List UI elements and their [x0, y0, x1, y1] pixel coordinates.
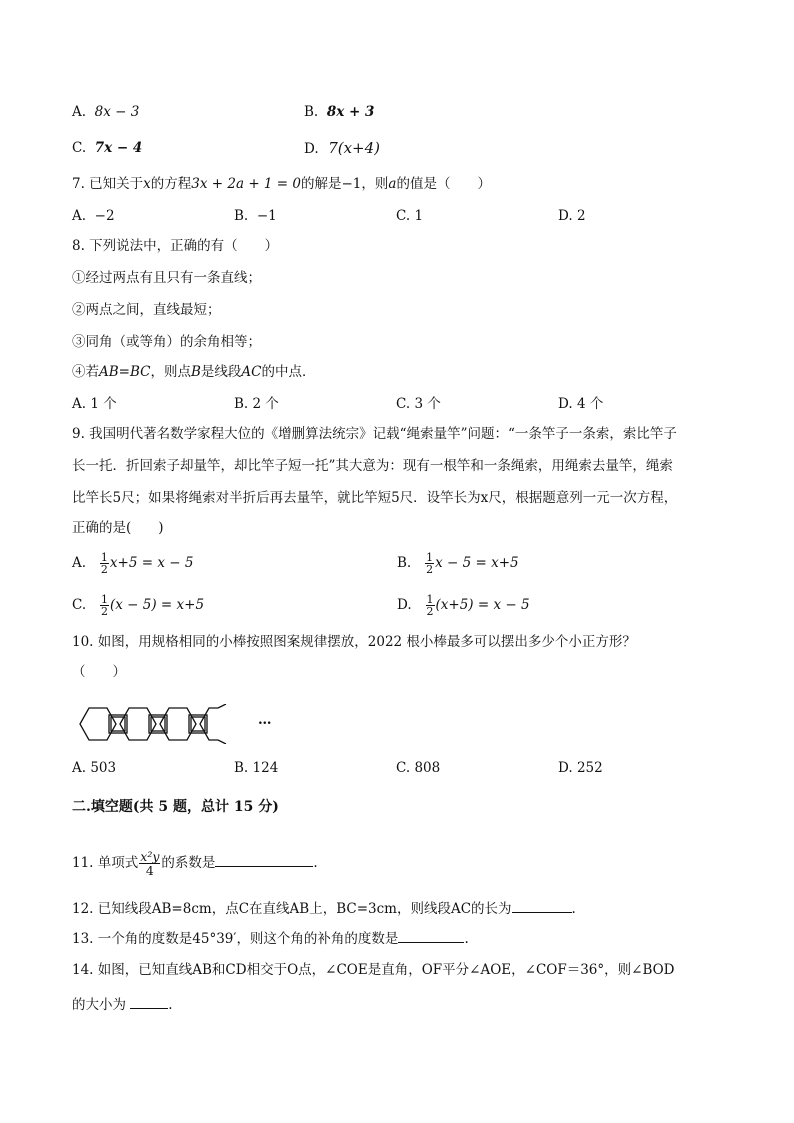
q9-option-d: D. $\frac{1}{2}$ (x+5) = x − 5	[397, 593, 530, 618]
q6-option-b: B. 8x + 3	[304, 104, 375, 120]
answer-blank[interactable]	[130, 994, 168, 1009]
q10-option-a: A. 503	[72, 760, 117, 776]
q7-option-c: C. 1	[396, 208, 424, 224]
q10-option-b: B. 124	[234, 760, 279, 776]
q7-stem: 7. 已知关于x的方程3x + 2a + 1 = 0的解是−1，则a的值是（ ）	[72, 176, 491, 192]
square-2	[149, 715, 167, 733]
q10-stem: 10. 如图，用规格相同的小棒按照图案规律摆放，2022 根小棒最多可以摆出多少个小正方形？	[72, 634, 636, 650]
q9-line-2: 长一托．折回索子却量竿，却比竿子短一托”其大意为：现有一根竿和一条绳索，用绳索去量竿，绳索	[72, 458, 673, 474]
q8-stem: 8. 下列说法中，正确的有（ ）	[72, 238, 279, 254]
fraction-half: $\frac{1}{2}$	[100, 551, 108, 576]
q10-option-c: C. 808	[396, 760, 441, 776]
figure-ellipsis: …	[258, 712, 272, 728]
square-1	[109, 715, 127, 733]
q7-option-b: B. −1	[234, 208, 277, 224]
q14-line-2: 的大小为 .	[72, 994, 173, 1015]
q9-line-1: 9. 我国明代著名数学家程大位的《增删算法统宗》记载“绳索量竿”问题：“一条竿子一条索，索比竿子	[72, 426, 677, 442]
q8-option-b: B. 2 个	[234, 396, 279, 412]
fraction-half: $\frac{1}{2}$	[101, 593, 109, 618]
q8-item-2: ②两点之间，直线最短；	[72, 302, 221, 318]
q9-line-4: 正确的是( )	[72, 520, 164, 536]
section-2-heading: 二.填空题(共 5 题，总计 15 分)	[72, 799, 279, 815]
q6-option-a: A. 8x − 3	[72, 104, 140, 120]
q9-option-c: C. $\frac{1}{2}$ (x − 5) = x+5	[72, 593, 205, 618]
q8-item-1: ①经过两点有且只有一条直线；	[72, 270, 261, 286]
q9-line-3: 比竿长5尺；如果将绳索对半折后再去量竿，就比竿短5尺．设竿长为x尺，根据题意列一元一次方程，	[72, 490, 678, 506]
fraction-half: $\frac{1}{2}$	[426, 551, 434, 576]
q13-stem: 13. 一个角的度数是45°39′，则这个角的补角的度数是 .	[72, 928, 469, 949]
q7-option-d: D. 2	[558, 208, 586, 224]
q6-option-d: D. 7(x+4)	[304, 139, 381, 157]
q9-option-a: A. $\frac{1}{2}$ x+5 = x − 5	[72, 551, 194, 576]
monomial-fraction: $\frac{\text{x²y}}{4}$	[140, 849, 160, 878]
q6-option-c: C. 7x − 4	[72, 140, 143, 156]
q7-option-a: A. −2	[72, 208, 115, 224]
q9-option-b: B. $\frac{1}{2}$ x − 5 = x+5	[397, 551, 519, 576]
q8-option-c: C. 3 个	[396, 396, 441, 412]
q14-line-1: 14. 如图，已知直线AB和CD相交于O点，∠COE是直角，OF平分∠AOE，∠COF＝36°，则∠BOD	[72, 962, 675, 978]
answer-blank[interactable]	[215, 852, 313, 867]
q10-paren: （ ）	[72, 664, 126, 680]
answer-blank[interactable]	[512, 898, 572, 913]
partial-hexagon	[200, 708, 218, 740]
q11-stem: 11. 单项式 $\frac{\text{x²y}}{4}$ 的系数是 .	[72, 849, 318, 878]
square-3	[189, 715, 207, 733]
q10-option-d: D. 252	[558, 760, 603, 776]
q8-option-a: A. 1 个	[72, 396, 117, 412]
q12-stem: 12. 已知线段AB=8cm，点C在直线AB上，BC=3cm，则线段AC的长为 .	[72, 898, 576, 919]
q8-item-4: ④若AB=BC，则点B是线段AC的中点．	[72, 364, 316, 380]
answer-blank[interactable]	[398, 928, 464, 943]
q8-item-3: ③同角（或等角）的余角相等；	[72, 334, 261, 350]
q8-option-d: D. 4 个	[558, 396, 604, 412]
hexagon-square-figure	[78, 704, 278, 744]
fraction-half: $\frac{1}{2}$	[426, 593, 434, 618]
